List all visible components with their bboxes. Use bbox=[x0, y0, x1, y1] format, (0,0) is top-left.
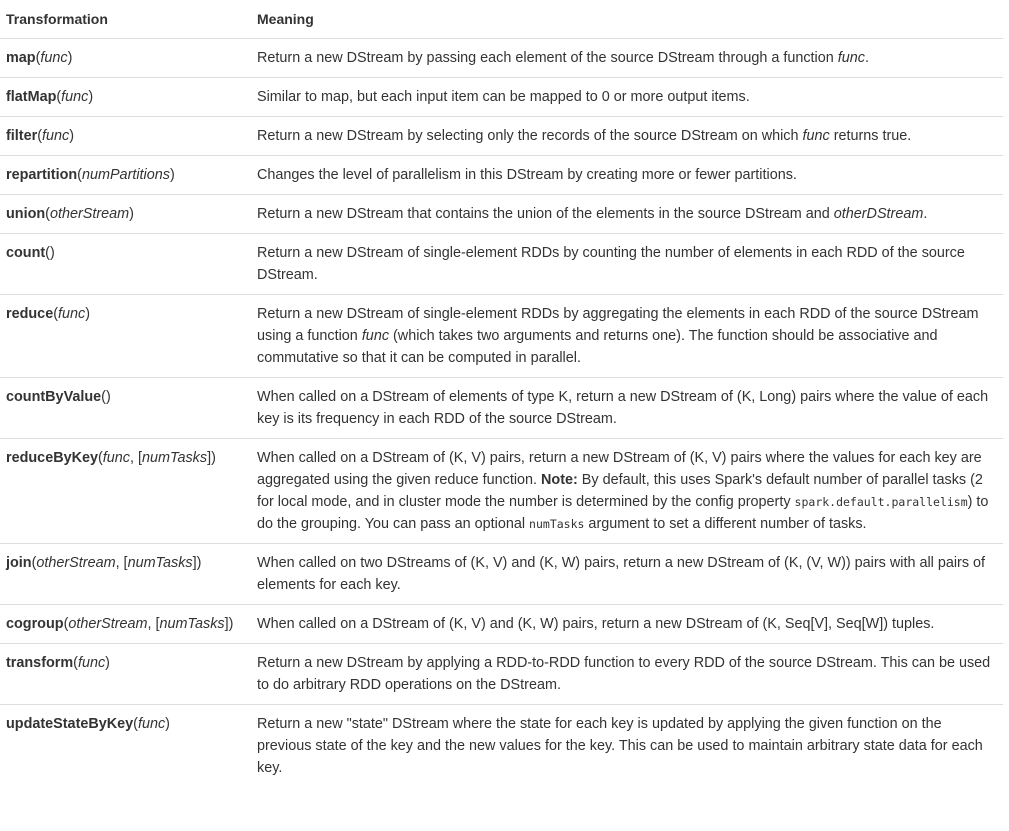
table-row bbox=[0, 39, 1003, 78]
meaning-text: Return a new DStream by passing each element of the source DStream through a function bbox=[257, 50, 838, 66]
transformation-name: join bbox=[6, 555, 32, 571]
paren-close: ) bbox=[129, 206, 134, 222]
transformation-arg: numTasks bbox=[159, 616, 225, 632]
paren-close: ) bbox=[69, 128, 74, 144]
paren-open: ( bbox=[35, 50, 41, 66]
table-row bbox=[0, 117, 1003, 156]
meaning-cell bbox=[251, 605, 1003, 644]
transformation-arg: otherStream bbox=[68, 616, 148, 632]
transformation-cell bbox=[0, 117, 251, 156]
meaning-text: Similar to map, but each input item can be mapped to 0 or more output items. bbox=[257, 89, 750, 105]
meaning-text: otherDStream bbox=[833, 206, 924, 222]
transformation-arg: , [ bbox=[115, 555, 128, 571]
paren-close: ) bbox=[105, 655, 110, 671]
paren-open: ( bbox=[37, 128, 42, 144]
paren-close: ) bbox=[228, 616, 234, 632]
meaning-cell bbox=[251, 156, 1003, 195]
transformation-arg: ] bbox=[207, 450, 212, 466]
transformation-cell bbox=[0, 195, 251, 234]
transformation-arg: ] bbox=[224, 616, 229, 632]
transformation-arg: , [ bbox=[147, 616, 160, 632]
transformation-cell bbox=[0, 644, 251, 705]
meaning-text: (which takes two arguments and returns one). The function should be associative and commutative so that it can be computed in parallel. bbox=[257, 328, 938, 366]
paren-open: ( bbox=[53, 306, 58, 322]
meaning-text: Return a new DStream that contains the union of the elements in the source DStream and bbox=[257, 206, 834, 222]
paren-close: ) bbox=[67, 50, 73, 66]
paren-close: ) bbox=[169, 167, 175, 183]
transformation-name: transform bbox=[6, 655, 74, 671]
transformation-name: map bbox=[6, 50, 36, 66]
paren-close: ) bbox=[88, 89, 94, 105]
meaning-cell bbox=[251, 117, 1003, 156]
meaning-text: numTasks bbox=[529, 517, 585, 531]
transformation-cell bbox=[0, 234, 251, 295]
meaning-text: Note: bbox=[541, 472, 578, 488]
meaning-text: When called on a DStream of (K, V) pairs, return a new DStream of (K, V) pairs where the values for each key are aggregated using the given reduce function. bbox=[257, 450, 982, 488]
transformation-arg: func bbox=[41, 128, 70, 144]
meaning-text: . bbox=[923, 206, 928, 222]
table-row bbox=[0, 378, 1003, 439]
transformation-name: cogroup bbox=[6, 616, 64, 632]
meaning-text: When called on a DStream of elements of type K, return a new DStream of (K, Long) pairs where the value of each key is its frequency in each RDD of the source DStream. bbox=[257, 389, 989, 427]
meaning-text: func bbox=[361, 328, 390, 344]
meaning-text: argument to set a different number of tasks. bbox=[584, 516, 867, 532]
transformation-arg: func bbox=[137, 716, 166, 732]
meaning-text: Return a new "state" DStream where the state for each key is updated by applying the given function on the previous state of the key and the new values for the key. This can be used to maintain arbitrary state data for each key. bbox=[257, 716, 983, 776]
transformation-cell bbox=[0, 78, 251, 117]
table-row bbox=[0, 605, 1003, 644]
column-header-transformation: Transformation bbox=[0, 0, 251, 39]
meaning-text: When called on two DStreams of (K, V) and (K, W) pairs, return a new DStream of (K, (V, W)) pairs with all pairs of elements for each key. bbox=[257, 555, 986, 593]
paren-open: ( bbox=[45, 245, 50, 261]
meaning-text: When called on a DStream of (K, V) and (K, W) pairs, return a new DStream of (K, Seq[V], Seq[W]) tuples. bbox=[257, 616, 935, 632]
transformation-name: updateStateByKey bbox=[6, 716, 134, 732]
paren-open: ( bbox=[73, 655, 78, 671]
meaning-text: spark.default.parallelism bbox=[794, 495, 968, 509]
transformation-cell bbox=[0, 378, 251, 439]
meaning-cell bbox=[251, 195, 1003, 234]
paren-open: ( bbox=[56, 89, 62, 105]
paren-open: ( bbox=[98, 450, 103, 466]
transformation-name: countByValue bbox=[6, 389, 102, 405]
transformation-cell bbox=[0, 705, 251, 788]
table-row bbox=[0, 78, 1003, 117]
meaning-text: Return a new DStream by selecting only the records of the source DStream on which bbox=[257, 128, 803, 144]
table-row bbox=[0, 295, 1003, 378]
paren-open: ( bbox=[133, 716, 138, 732]
meaning-text: ) to do the grouping. You can pass an optional bbox=[257, 494, 989, 532]
paren-open: ( bbox=[101, 389, 106, 405]
meaning-text: Changes the level of parallelism in this DStream by creating more or fewer partitions. bbox=[257, 167, 797, 183]
paren-close: ) bbox=[105, 389, 111, 405]
transformation-name: filter bbox=[6, 128, 38, 144]
transformation-cell bbox=[0, 39, 251, 78]
transformation-arg: func bbox=[102, 450, 130, 466]
paren-close: ) bbox=[49, 245, 55, 261]
paren-open: ( bbox=[45, 206, 50, 222]
transformation-cell bbox=[0, 439, 251, 544]
transformation-name: count bbox=[6, 245, 46, 261]
meaning-text: Return a new DStream of single-element RDDs by aggregating the elements in each RDD of the source DStream using a function bbox=[257, 306, 979, 344]
transformation-arg: numTasks bbox=[142, 450, 208, 466]
table-row bbox=[0, 644, 1003, 705]
paren-open: ( bbox=[31, 555, 37, 571]
table-header-row bbox=[0, 0, 1003, 39]
transformation-arg: func bbox=[77, 655, 106, 671]
meaning-text: func bbox=[837, 50, 865, 66]
meaning-cell bbox=[251, 439, 1003, 544]
paren-open: ( bbox=[77, 167, 82, 183]
column-header-meaning: Meaning bbox=[251, 0, 1003, 39]
transformation-arg: func bbox=[61, 89, 89, 105]
paren-close: ) bbox=[165, 716, 170, 732]
transformation-arg: numPartitions bbox=[81, 167, 170, 183]
transformation-arg: func bbox=[40, 50, 68, 66]
meaning-text: . bbox=[864, 50, 869, 66]
transformation-arg: otherStream bbox=[36, 555, 116, 571]
transformation-cell bbox=[0, 295, 251, 378]
meaning-cell bbox=[251, 544, 1003, 605]
meaning-cell bbox=[251, 39, 1003, 78]
transformation-cell bbox=[0, 156, 251, 195]
meaning-text: By default, this uses Spark's default number of parallel tasks (2 for local mode, and in cluster mode the number is determined by the config property bbox=[257, 472, 983, 510]
table-row bbox=[0, 234, 1003, 295]
transformation-arg: ] bbox=[192, 555, 197, 571]
transformation-name: repartition bbox=[6, 167, 78, 183]
transformation-arg: func bbox=[58, 306, 86, 322]
transformation-name: union bbox=[6, 206, 46, 222]
meaning-cell bbox=[251, 378, 1003, 439]
transformation-arg: , [ bbox=[130, 450, 142, 466]
meaning-cell bbox=[251, 705, 1003, 788]
table-row bbox=[0, 705, 1003, 788]
transformation-name: reduce bbox=[6, 306, 54, 322]
meaning-cell bbox=[251, 234, 1003, 295]
table-row bbox=[0, 544, 1003, 605]
meaning-cell bbox=[251, 295, 1003, 378]
transformation-arg: numTasks bbox=[127, 555, 193, 571]
paren-close: ) bbox=[85, 306, 90, 322]
meaning-text: Return a new DStream by applying a RDD-to-RDD function to every RDD of the source DStream. This can be used to do arbitrary RDD operations on the DStream. bbox=[257, 655, 991, 693]
paren-close: ) bbox=[211, 450, 216, 466]
transformation-cell bbox=[0, 544, 251, 605]
paren-open: ( bbox=[63, 616, 69, 632]
table-row bbox=[0, 439, 1003, 544]
transformation-arg: otherStream bbox=[49, 206, 130, 222]
transformation-cell bbox=[0, 605, 251, 644]
transformation-name: flatMap bbox=[6, 89, 57, 105]
meaning-cell bbox=[251, 78, 1003, 117]
transformation-name: reduceByKey bbox=[6, 450, 98, 466]
meaning-text: func bbox=[802, 128, 830, 144]
table-row bbox=[0, 156, 1003, 195]
table-row bbox=[0, 195, 1003, 234]
meaning-text: returns true. bbox=[829, 128, 912, 144]
table-body bbox=[0, 39, 1003, 788]
meaning-text: Return a new DStream of single-element RDDs by counting the number of elements in each RDD of the source DStream. bbox=[257, 245, 965, 283]
paren-close: ) bbox=[196, 555, 202, 571]
meaning-cell bbox=[251, 644, 1003, 705]
